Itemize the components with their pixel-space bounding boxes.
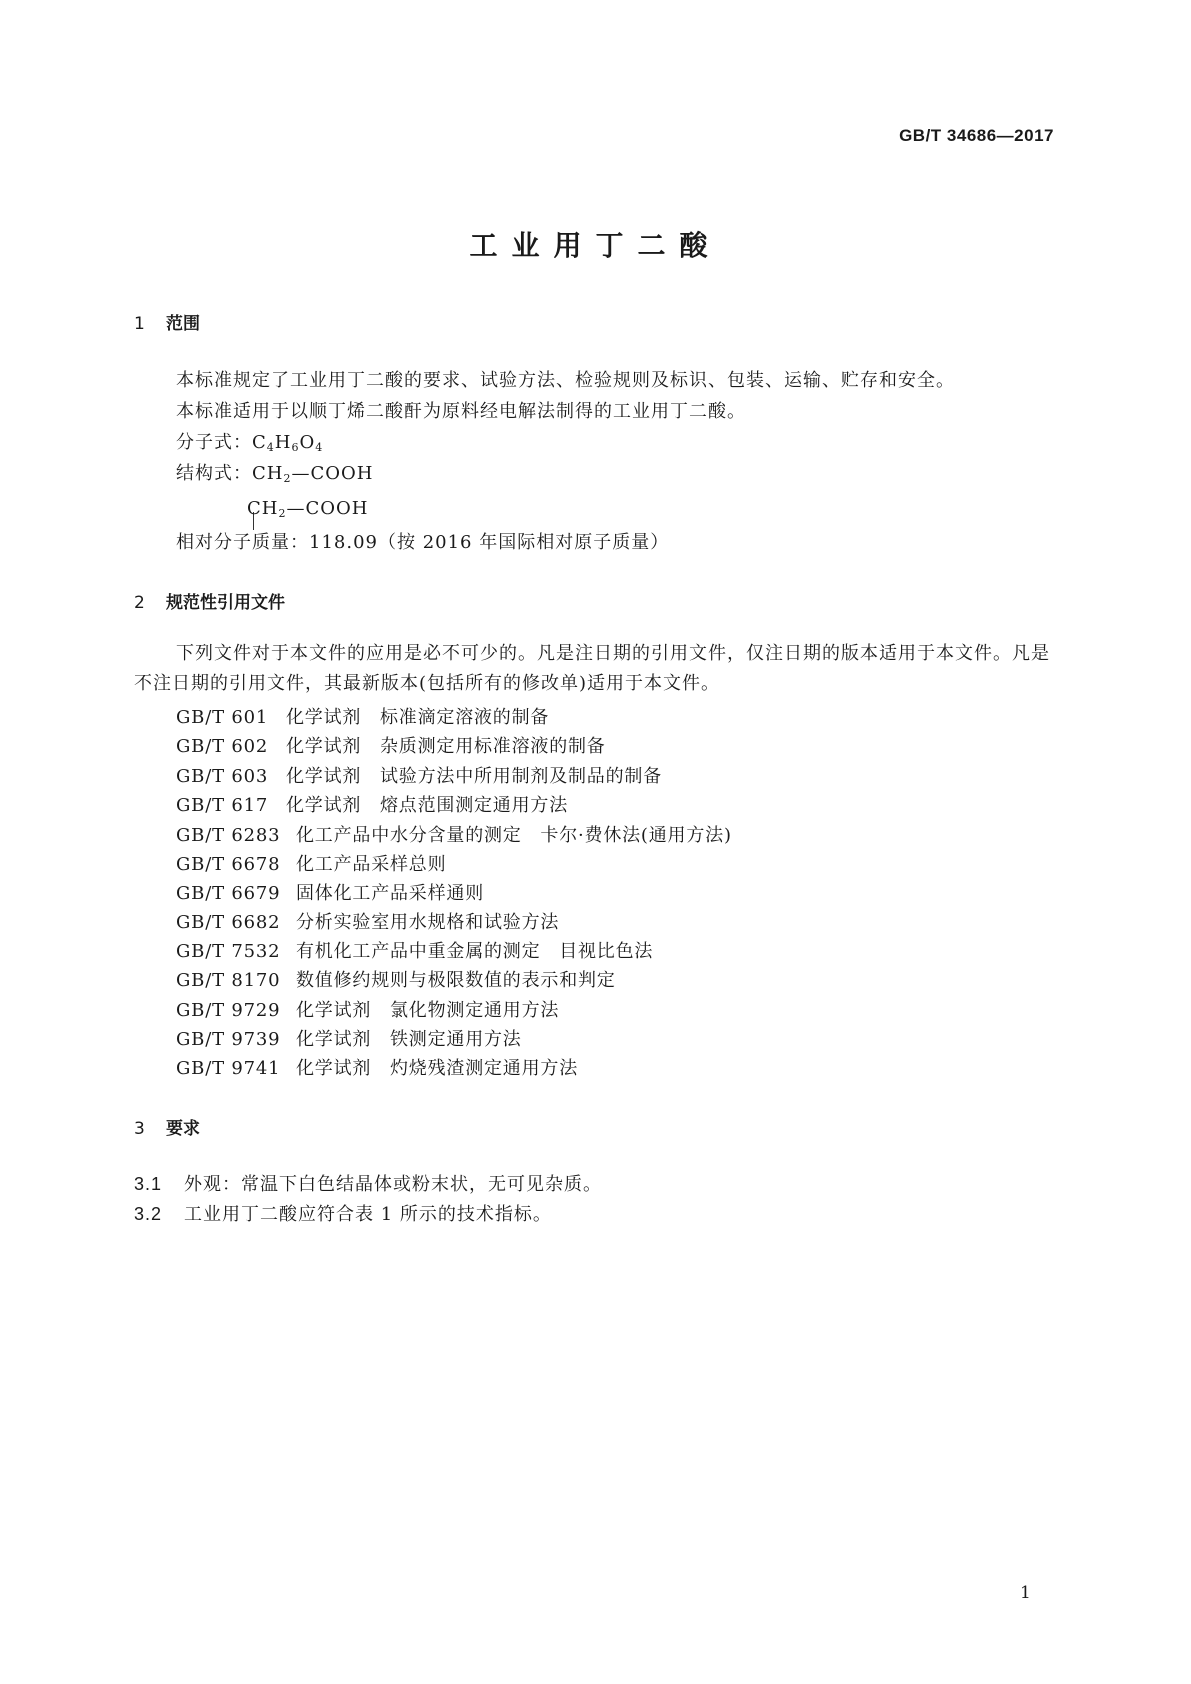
standard-number: GB/T 34686—2017 [899, 126, 1054, 145]
reference-code: GB/T 603 [176, 766, 269, 787]
reference-title: 化学试剂 铁测定通用方法 [296, 1029, 522, 1050]
reference-code: GB/T 617 [176, 795, 269, 816]
reference-item [176, 937, 653, 963]
scope-paragraph-2: 本标准适用于以顺丁烯二酸酐为原料经电解法制得的工业用丁二酸。 [176, 401, 746, 422]
reference-title: 有机化工产品中重金属的测定 目视比色法 [296, 941, 654, 962]
reference-title: 数值修约规则与极限数值的表示和判定 [296, 970, 616, 991]
reference-code: GB/T 6682 [176, 912, 281, 933]
section-1-heading [134, 309, 200, 334]
reference-code: GB/T 601 [176, 707, 269, 728]
reference-title: 化工产品采样总则 [296, 854, 447, 875]
structure-label: 结构式： [176, 463, 252, 484]
reference-item [176, 850, 446, 876]
section-number: 3 [134, 1119, 145, 1139]
reference-item [176, 821, 732, 847]
reference-item [176, 908, 559, 934]
formula-o-count: 4 [315, 441, 324, 454]
reference-code: GB/T 602 [176, 736, 269, 757]
page-number: 1 [1020, 1583, 1031, 1603]
section-2-heading [134, 588, 285, 613]
clause-number: 3.2 [134, 1204, 163, 1224]
formula-c-count: 4 [266, 441, 275, 454]
formula-h: H [274, 432, 292, 453]
reference-item [176, 996, 559, 1022]
reference-title: 化学试剂 灼烧残渣测定通用方法 [296, 1058, 578, 1079]
reference-item [176, 966, 616, 992]
reference-title: 化学试剂 杂质测定用标准溶液的制备 [286, 736, 606, 757]
reference-code: GB/T 8170 [176, 970, 281, 991]
reference-code: GB/T 6283 [176, 825, 281, 846]
formula-o: O [299, 432, 316, 453]
structure-ch-sub: 2 [278, 507, 287, 520]
reference-title: 化学试剂 试验方法中所用制剂及制品的制备 [286, 766, 662, 787]
reference-item [176, 703, 549, 729]
reference-code: GB/T 9741 [176, 1058, 281, 1079]
reference-title: 化工产品中水分含量的测定 卡尔·费休法(通用方法) [296, 825, 732, 846]
molecular-formula [176, 428, 323, 454]
clause-3-1 [134, 1170, 602, 1196]
reference-item [176, 879, 484, 905]
structure-cooh: —COOH [291, 463, 374, 484]
structure-cooh: —COOH [286, 498, 369, 519]
reference-title: 化学试剂 标准滴定溶液的制备 [286, 707, 550, 728]
reference-code: GB/T 6678 [176, 854, 281, 875]
clause-text: 外观：常温下白色结晶体或粉末状，无可见杂质。 [184, 1174, 602, 1195]
reference-code: GB/T 9729 [176, 1000, 281, 1021]
section-title: 规范性引用文件 [166, 593, 285, 613]
structural-formula-line-2 [247, 498, 368, 520]
formula-h-count: 6 [291, 441, 300, 454]
clause-number: 3.1 [134, 1174, 163, 1194]
structural-formula-line-1 [176, 459, 373, 485]
reference-code: GB/T 7532 [176, 941, 281, 962]
reference-code: GB/T 6679 [176, 883, 281, 904]
scope-paragraph-1: 本标准规定了工业用丁二酸的要求、试验方法、检验规则及标识、包装、运输、贮存和安全。 [176, 370, 955, 391]
section-3-heading [134, 1114, 200, 1139]
document-title: 工业用丁二酸 [469, 229, 722, 262]
reference-item [176, 732, 606, 758]
formula-label: 分子式： [176, 432, 252, 453]
formula-c: C [252, 432, 267, 453]
reference-item [176, 762, 662, 788]
reference-title: 固体化工产品采样通则 [296, 883, 484, 904]
reference-title: 化学试剂 熔点范围测定通用方法 [286, 795, 568, 816]
section-number: 1 [134, 314, 145, 334]
structure-ch: CH [252, 463, 284, 484]
normative-intro-paragraph: 下列文件对于本文件的应用是必不可少的。凡是注日期的引用文件，仅注日期的版本适用于本文件。凡是不注日期的引用文件，其最新版本(包括所有的修改单)适用于本文件。 [134, 643, 1050, 694]
structure-ch-sub: 2 [283, 472, 292, 485]
section-number: 2 [134, 593, 145, 613]
section-title: 范围 [166, 314, 200, 334]
reference-item [176, 791, 568, 817]
reference-title: 化学试剂 氯化物测定通用方法 [296, 1000, 560, 1021]
reference-title: 分析实验室用水规格和试验方法 [296, 912, 560, 933]
structure-ch: CH [247, 498, 279, 519]
relative-molecular-mass: 相对分子质量：118.09（按 2016 年国际相对原子质量） [176, 532, 670, 553]
reference-item [176, 1054, 578, 1080]
section-title: 要求 [166, 1119, 200, 1139]
reference-code: GB/T 9739 [176, 1029, 281, 1050]
clause-text: 工业用丁二酸应符合表 1 所示的技术指标。 [184, 1204, 552, 1225]
reference-item [176, 1025, 522, 1051]
clause-3-2 [134, 1200, 552, 1226]
